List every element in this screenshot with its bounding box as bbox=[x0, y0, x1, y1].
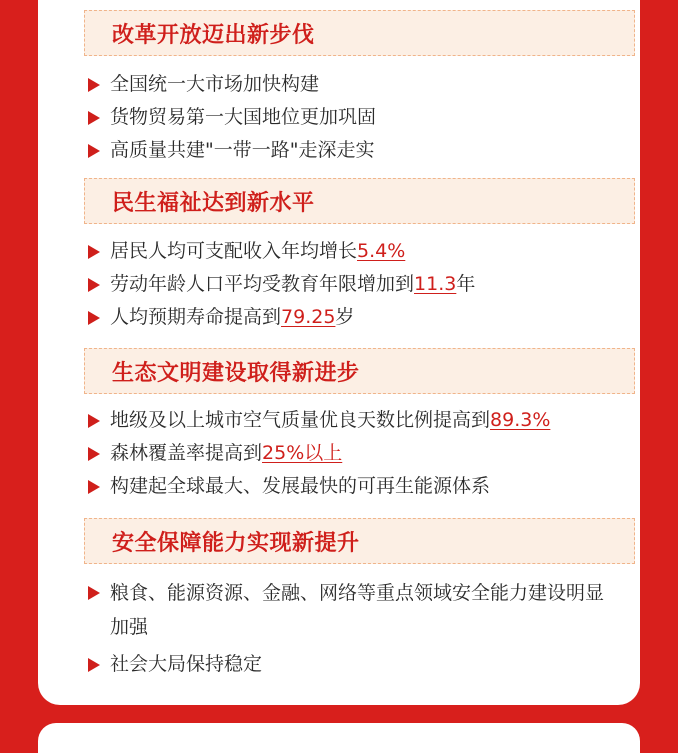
list-item: 社会大局保持稳定 bbox=[88, 648, 648, 681]
highlight-value: 89.3% bbox=[490, 409, 551, 431]
section-title: 民生福祉达到新水平 bbox=[112, 190, 315, 216]
triangle-arrow-icon bbox=[88, 586, 100, 600]
triangle-arrow-icon bbox=[88, 414, 100, 428]
section-title: 生态文明建设取得新进步 bbox=[112, 360, 360, 386]
triangle-arrow-icon bbox=[88, 78, 100, 92]
bullet-list-livelihood bbox=[88, 235, 648, 334]
triangle-arrow-icon bbox=[88, 111, 100, 125]
list-item: 高质量共建"一带一路"走深走实 bbox=[88, 134, 648, 167]
triangle-arrow-icon bbox=[88, 658, 100, 672]
highlight-value: 79.25 bbox=[281, 306, 336, 328]
list-item: 居民人均可支配收入年均增长5.4% bbox=[88, 235, 648, 268]
next-card-edge bbox=[38, 723, 640, 753]
section-title: 安全保障能力实现新提升 bbox=[112, 530, 360, 556]
list-item: 全国统一大市场加快构建 bbox=[88, 68, 648, 101]
bullet-list-ecology bbox=[88, 404, 648, 503]
list-item: 劳动年龄人口平均受教育年限增加到11.3年 bbox=[88, 268, 648, 301]
section-header-livelihood bbox=[84, 178, 635, 224]
list-item: 粮食、能源资源、金融、网络等重点领域安全能力建设明显加强 bbox=[88, 576, 648, 648]
content-card bbox=[38, 0, 640, 705]
bullet-list-security bbox=[88, 576, 648, 681]
list-item: 构建起全球最大、发展最快的可再生能源体系 bbox=[88, 470, 648, 503]
section-header-security bbox=[84, 518, 635, 564]
list-item: 地级及以上城市空气质量优良天数比例提高到89.3% bbox=[88, 404, 648, 437]
triangle-arrow-icon bbox=[88, 311, 100, 325]
highlight-value: 11.3 bbox=[414, 273, 457, 295]
list-item: 森林覆盖率提高到25%以上 bbox=[88, 437, 648, 470]
highlight-value: 25%以上 bbox=[262, 442, 343, 464]
section-title: 改革开放迈出新步伐 bbox=[112, 22, 315, 48]
list-item: 人均预期寿命提高到79.25岁 bbox=[88, 301, 648, 334]
triangle-arrow-icon bbox=[88, 447, 100, 461]
triangle-arrow-icon bbox=[88, 278, 100, 292]
list-item: 货物贸易第一大国地位更加巩固 bbox=[88, 101, 648, 134]
highlight-value: 5.4% bbox=[357, 240, 406, 262]
triangle-arrow-icon bbox=[88, 480, 100, 494]
section-header-ecology bbox=[84, 348, 635, 394]
bullet-list-reform bbox=[88, 68, 648, 167]
triangle-arrow-icon bbox=[88, 245, 100, 259]
section-header-reform bbox=[84, 10, 635, 56]
triangle-arrow-icon bbox=[88, 144, 100, 158]
